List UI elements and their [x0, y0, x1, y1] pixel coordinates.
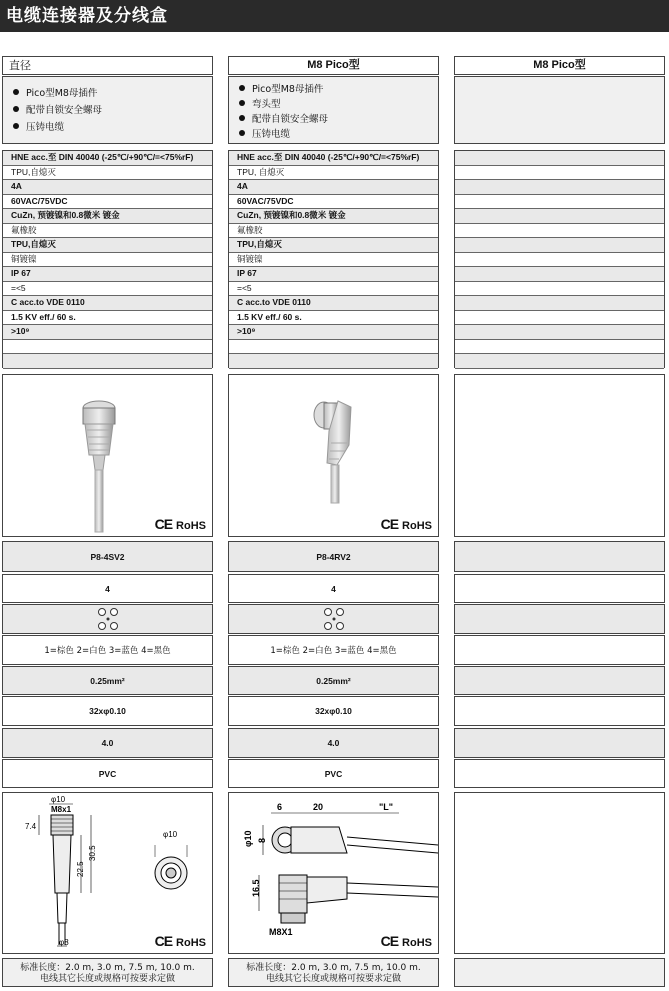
spec-row — [455, 166, 664, 181]
spec-row — [455, 282, 664, 297]
svg-text:20: 20 — [313, 802, 324, 812]
spec-row — [455, 296, 664, 311]
spec-row: 氟橡胶 — [229, 224, 438, 239]
product-image-3 — [454, 374, 665, 537]
length-note-1 — [2, 958, 213, 987]
spec-row: 4A — [229, 180, 438, 195]
dimension-drawing-3 — [454, 792, 665, 954]
spec-row — [455, 195, 664, 210]
feature-item: Pico型M8母插件 — [239, 80, 438, 95]
spec-row: TPU,自熄灭 — [3, 238, 212, 253]
strands-1: 32xφ0.10 — [2, 696, 213, 726]
material-2: PVC — [228, 759, 439, 788]
spec-row — [455, 340, 664, 355]
ce-rohs-mark: CE RoHS — [154, 933, 206, 949]
product-image-straight — [2, 374, 213, 537]
spec-row — [455, 267, 664, 282]
spec-row — [455, 224, 664, 239]
ce-rohs-mark: CE RoHS — [380, 933, 432, 949]
spec-table-3 — [454, 150, 665, 368]
spec-row: 铜镀镍 — [229, 253, 438, 268]
dimension-drawing-angled — [228, 792, 439, 954]
spec-row: C acc.to VDE 0110 — [229, 296, 438, 311]
feature-item: 配带自锁安全螺母 — [13, 100, 212, 117]
pin-layout-2 — [228, 604, 439, 634]
spec-row: >10⁹ — [3, 325, 212, 340]
spec-row: C acc.to VDE 0110 — [3, 296, 212, 311]
spec-row — [455, 180, 664, 195]
feature-list-3 — [454, 76, 665, 144]
spec-row: IP 67 — [229, 267, 438, 282]
spec-row — [229, 354, 438, 369]
feature-item: 压铸电缆 — [13, 117, 212, 134]
part-number-2: P8-4RV2 — [228, 541, 439, 572]
spec-row: =<5 — [3, 282, 212, 297]
spec-row — [3, 340, 212, 355]
column-header-3: M8 Pico型 — [454, 56, 665, 75]
pin-layout-1 — [2, 604, 213, 634]
ce-rohs-mark: CE RoHS — [154, 516, 206, 532]
feature-item: 配带自锁安全螺母 — [239, 110, 438, 125]
cable-diameter-2: 4.0 — [228, 728, 439, 758]
pin-layout-icon — [93, 606, 123, 632]
spec-row: CuZn, 预镀镍和0.8微米 镀金 — [229, 209, 438, 224]
svg-text:22.5: 22.5 — [76, 861, 85, 877]
svg-text:7.4: 7.4 — [25, 822, 37, 831]
cable-diameter-3 — [454, 728, 665, 758]
spec-row: 60VAC/75VDC — [229, 195, 438, 210]
angled-dimension-svg — [229, 793, 438, 953]
spec-row: 4A — [3, 180, 212, 195]
pin-count-3 — [454, 574, 665, 603]
spec-row — [455, 209, 664, 224]
svg-text:6: 6 — [277, 802, 283, 812]
wire-colors-2: 1=棕色 2=白色 3=蓝色 4=黑色 — [228, 635, 439, 665]
spec-row: HNE acc.至 DIN 40040 (-25℃/+90℃/=<75%rF) — [229, 151, 438, 166]
spec-row — [3, 354, 212, 369]
feature-item: 弯头型 — [239, 95, 438, 110]
svg-text:M8x1: M8x1 — [51, 805, 72, 814]
dimension-drawing-straight — [2, 792, 213, 954]
svg-text:"L": "L" — [379, 802, 394, 812]
spec-row — [455, 253, 664, 268]
part-number-1: P8-4SV2 — [2, 541, 213, 572]
wire-colors-3 — [454, 635, 665, 665]
pin-layout-3 — [454, 604, 665, 634]
pin-count-2: 4 — [228, 574, 439, 603]
custom-length-text: 电线其它长度或规格可按要求定做 — [39, 974, 175, 984]
page-title: 电缆连接器及分线盒 — [0, 0, 669, 32]
product-image-angled — [228, 374, 439, 537]
spec-row: TPU,自熄灭 — [3, 166, 212, 181]
part-number-3 — [454, 541, 665, 572]
spec-row: 铜镀镍 — [3, 253, 212, 268]
svg-text:M8X1: M8X1 — [269, 927, 293, 937]
cross-section-1: 0.25mm² — [2, 666, 213, 695]
standard-length-text: 标准长度：2.0 m, 3.0 m, 7.5 m, 10.0 m. — [20, 963, 195, 973]
spec-row: =<5 — [229, 282, 438, 297]
svg-text:φ10: φ10 — [51, 795, 66, 804]
spec-row — [455, 311, 664, 326]
spec-row: HNE acc.至 DIN 40040 (-25℃/+90℃/=<75%rF) — [3, 151, 212, 166]
svg-text:φ8: φ8 — [59, 938, 69, 947]
spec-row: TPU,自熄灭 — [229, 238, 438, 253]
custom-length-text: 电线其它长度或规格可按要求定做 — [265, 974, 401, 984]
spec-row — [455, 325, 664, 340]
feature-list-2 — [228, 76, 439, 144]
standard-length-text: 标准长度：2.0 m, 3.0 m, 7.5 m, 10.0 m. — [246, 963, 421, 973]
spec-row: 60VAC/75VDC — [3, 195, 212, 210]
column-header-1: 直径 — [2, 56, 213, 75]
spec-table-1 — [2, 150, 213, 368]
length-note-3 — [454, 958, 665, 987]
spec-row: 1.5 KV eff./ 60 s. — [229, 311, 438, 326]
spec-row — [229, 340, 438, 355]
spec-row: IP 67 — [3, 267, 212, 282]
spec-row: 氟橡胶 — [3, 224, 212, 239]
spec-row: >10⁹ — [229, 325, 438, 340]
svg-text:30.5: 30.5 — [88, 845, 97, 861]
feature-item: Pico型M8母插件 — [13, 83, 212, 100]
pin-count-1: 4 — [2, 574, 213, 603]
spec-row: TPU, 自熄灭 — [229, 166, 438, 181]
spec-row — [455, 151, 664, 166]
strands-2: 32xφ0.10 — [228, 696, 439, 726]
spec-table-2 — [228, 150, 439, 368]
svg-text:8: 8 — [257, 837, 267, 843]
straight-connector-illustration — [3, 375, 212, 536]
material-3 — [454, 759, 665, 788]
svg-text:φ10: φ10 — [243, 830, 253, 847]
feature-item: 压铸电缆 — [239, 125, 438, 140]
length-note-2 — [228, 958, 439, 987]
feature-list-1 — [2, 76, 213, 144]
ce-rohs-mark: CE RoHS — [380, 516, 432, 532]
svg-text:φ10: φ10 — [163, 830, 178, 839]
cross-section-2: 0.25mm² — [228, 666, 439, 695]
material-1: PVC — [2, 759, 213, 788]
spec-row: 1.5 KV eff./ 60 s. — [3, 311, 212, 326]
spec-row: CuZn, 预镀镍和0.8微米 镀金 — [3, 209, 212, 224]
wire-colors-1: 1=棕色 2=白色 3=蓝色 4=黑色 — [2, 635, 213, 665]
pin-layout-icon — [319, 606, 349, 632]
cable-diameter-1: 4.0 — [2, 728, 213, 758]
column-header-2: M8 Pico型 — [228, 56, 439, 75]
svg-text:16.5: 16.5 — [251, 879, 261, 897]
straight-dimension-svg — [3, 793, 212, 953]
angled-connector-illustration — [229, 375, 438, 536]
strands-3 — [454, 696, 665, 726]
spec-row — [455, 354, 664, 369]
spec-row — [455, 238, 664, 253]
cross-section-3 — [454, 666, 665, 695]
